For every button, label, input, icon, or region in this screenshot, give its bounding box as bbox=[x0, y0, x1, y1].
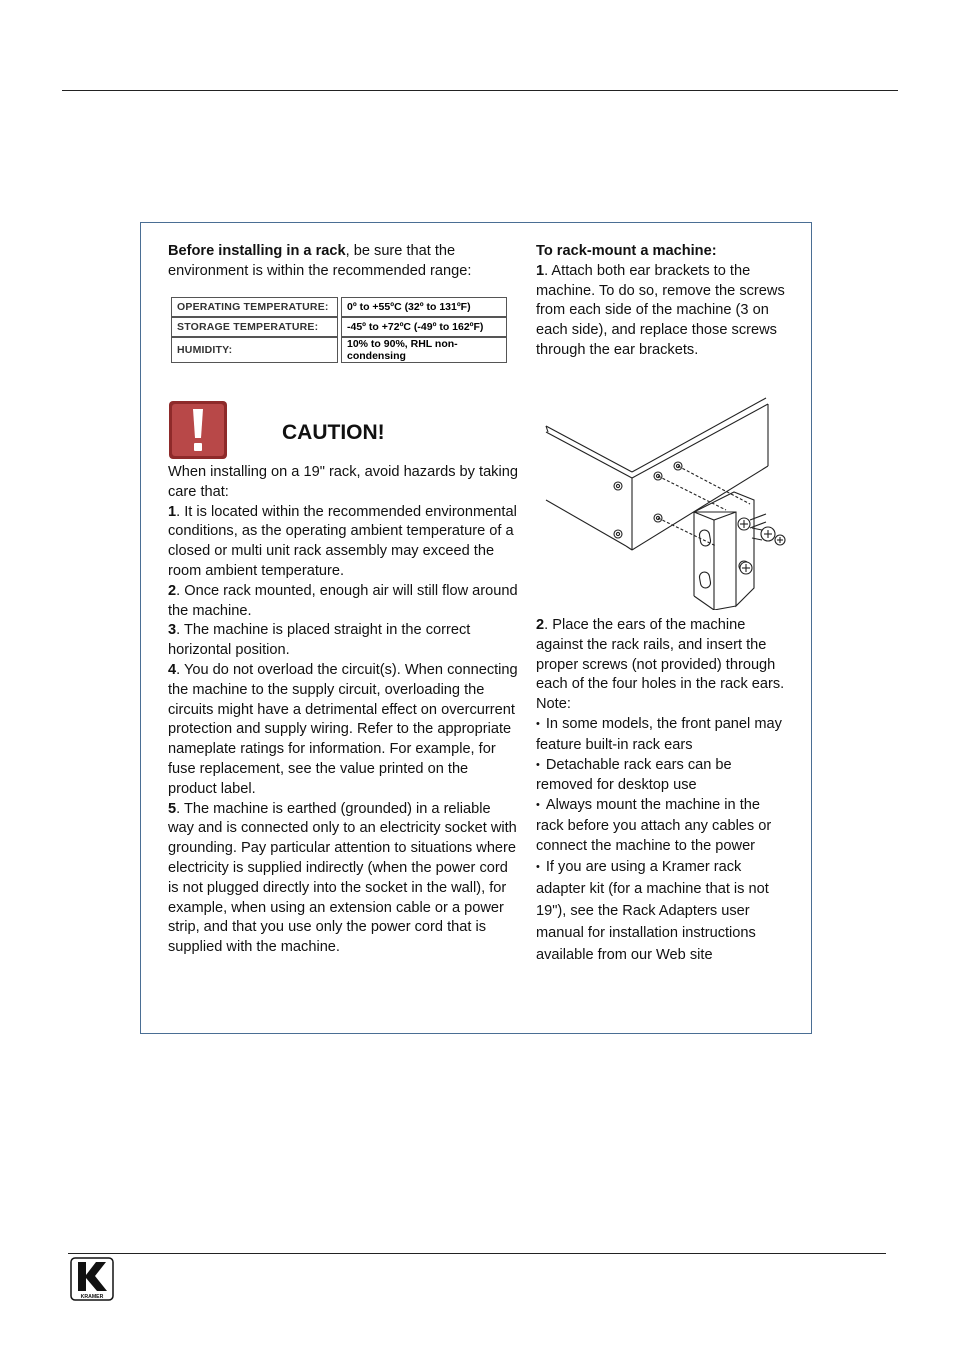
list-item: 1. It is located within the recommended environmental conditions, as the operating ambient temperature of a closed or multi unit rack assembly may exceed the room ambient temperature. bbox=[168, 503, 517, 579]
header-rule bbox=[62, 90, 898, 91]
intro-text: , be sure that the environment is within the recommended range: bbox=[168, 243, 472, 279]
list-item: 5. The machine is earthed (grounded) in a reliable way and is connected only to an electricity socket with grounding. Pay particular attention to situations where electricity is supplied indirectly (when the power cord is not plugged directly into the socket in the wall), for example, when using an extension cable or a power strip, and that you use only the power cord that is supplied with the machine. bbox=[168, 800, 517, 956]
intro-bold: Before installing in a rack bbox=[168, 243, 346, 259]
table-row bbox=[171, 337, 507, 363]
note-item: • Always mount the machine in the rack before you attach any cables or connect the machine to the power bbox=[536, 796, 786, 856]
caution-body bbox=[168, 463, 520, 958]
env-label: HUMIDITY: bbox=[171, 337, 338, 363]
list-item: 4. You do not overload the circuit(s). When connecting the machine to the supply circuit, overloading the circuits might have a detrimental effect on overcurrent protection and supply wiring. Refer to the appropriate nameplate ratings for information. For example, for fuse replacement, see the value printed on the product label. bbox=[168, 661, 518, 797]
note-item: • In some models, the front panel may feature built-in rack ears bbox=[536, 715, 786, 756]
list-item: 3. The machine is placed straight in the correct horizontal position. bbox=[168, 622, 471, 659]
rack-mount-step-2 bbox=[536, 616, 786, 967]
caution-title: CAUTION! bbox=[282, 421, 385, 444]
env-value: -45º to +72ºC (-49º to 162ºF) bbox=[341, 317, 507, 337]
note-item: • Detachable rack ears can be removed for desktop use bbox=[536, 756, 786, 797]
list-item: 2. Place the ears of the machine against the rack rails, and insert the proper screws (not provided) through each of the four holes in the rack ears. bbox=[536, 617, 785, 693]
env-label: STORAGE TEMPERATURE: bbox=[171, 317, 338, 337]
table-row bbox=[171, 317, 507, 337]
note-item: • If you are using a Kramer rack adapter kit (for a machine that is not 19"), see the Rack Adapters user manual for installation instructions available from our Web site bbox=[536, 857, 786, 967]
env-value: 0º to +55ºC (32º to 131ºF) bbox=[341, 297, 507, 317]
note-label: Note: bbox=[536, 696, 571, 713]
env-value: 10% to 90%, RHL non-condensing bbox=[341, 337, 507, 363]
caution-intro: When installing on a 19" rack, avoid hazards by taking care that: bbox=[168, 464, 518, 500]
kramer-logo bbox=[70, 1257, 114, 1301]
rack-mount-steps bbox=[536, 242, 786, 361]
footer-rule bbox=[68, 1253, 886, 1254]
rack-mount-title: To rack-mount a machine: bbox=[536, 243, 717, 259]
env-label: OPERATING TEMPERATURE: bbox=[171, 297, 338, 317]
table-row bbox=[171, 297, 507, 317]
logo-text: KRAMER bbox=[80, 1294, 104, 1300]
rack-ear-bracket-illustration bbox=[540, 396, 790, 610]
list-item: 2. Once rack mounted, enough air will still flow around the machine. bbox=[168, 582, 518, 619]
environment-table bbox=[168, 297, 510, 363]
list-item: 1. Attach both ear brackets to the machine. To do so, remove the screws from each side of the machine (3 on each side), and replace those screws through the ear brackets. bbox=[536, 262, 785, 358]
rack-environment-intro bbox=[168, 242, 520, 282]
caution-exclamation-icon bbox=[168, 400, 228, 460]
